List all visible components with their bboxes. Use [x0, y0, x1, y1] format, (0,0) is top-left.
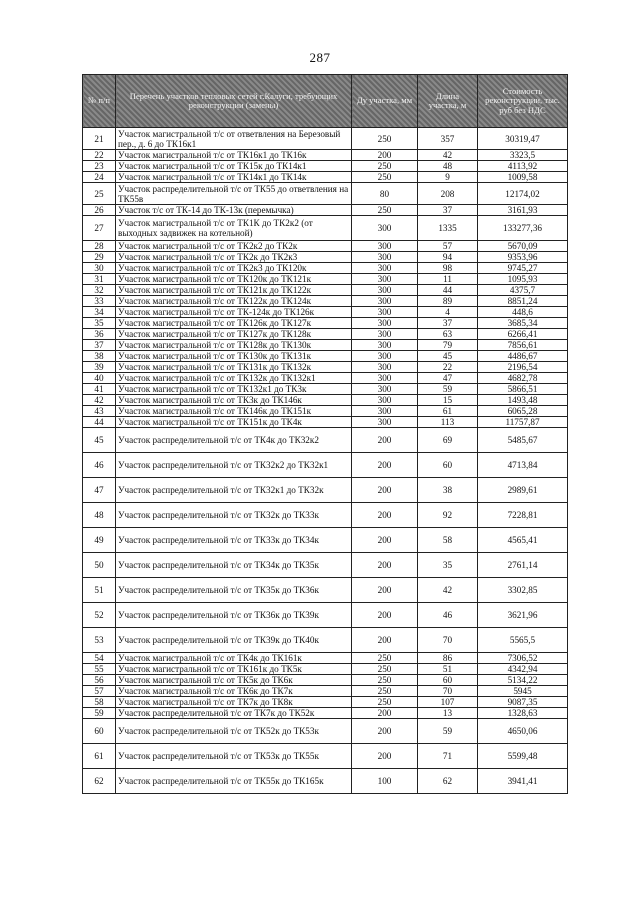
row-number-cell: 23: [83, 161, 116, 172]
row-number-cell: 48: [83, 503, 116, 528]
table-row: [83, 216, 568, 241]
length-cell: 60: [418, 675, 478, 686]
cost-cell: 4486,67: [478, 351, 568, 362]
cost-cell: 7228,81: [478, 503, 568, 528]
diameter-cell: 250: [352, 205, 418, 216]
table-row: [83, 329, 568, 340]
row-number-cell: 54: [83, 653, 116, 664]
diameter-cell: 300: [352, 384, 418, 395]
section-name-cell: Участок т/с от ТК-14 до ТК-13к (перемычка): [116, 205, 352, 216]
table-row: [83, 769, 568, 794]
diameter-cell: 250: [352, 697, 418, 708]
header-length: Длина участка, м: [418, 75, 478, 128]
cost-cell: 2761,14: [478, 553, 568, 578]
diameter-cell: 300: [352, 329, 418, 340]
cost-cell: 1493,48: [478, 395, 568, 406]
length-cell: 1335: [418, 216, 478, 241]
cost-cell: 5866,51: [478, 384, 568, 395]
table-row: [83, 150, 568, 161]
length-cell: 47: [418, 373, 478, 384]
length-cell: 71: [418, 744, 478, 769]
section-name-cell: Участок магистральной т/с от ТК132к1 до ТК3к: [116, 384, 352, 395]
section-name-cell: Участок распределительной т/с от ТК55к до ТК165к: [116, 769, 352, 794]
diameter-cell: 300: [352, 362, 418, 373]
cost-cell: 9745,27: [478, 263, 568, 274]
length-cell: 59: [418, 719, 478, 744]
diameter-cell: 250: [352, 675, 418, 686]
length-cell: 51: [418, 664, 478, 675]
row-number-cell: 21: [83, 128, 116, 150]
table-row: [83, 603, 568, 628]
length-cell: 48: [418, 161, 478, 172]
diameter-cell: 300: [352, 373, 418, 384]
row-number-cell: 41: [83, 384, 116, 395]
length-cell: 98: [418, 263, 478, 274]
diameter-cell: 200: [352, 503, 418, 528]
cost-cell: 9353,96: [478, 252, 568, 263]
row-number-cell: 28: [83, 241, 116, 252]
table-row: [83, 161, 568, 172]
cost-cell: 3323,5: [478, 150, 568, 161]
diameter-cell: 300: [352, 263, 418, 274]
section-name-cell: Участок распределительной т/с от ТК35к до ТК36к: [116, 578, 352, 603]
diameter-cell: 200: [352, 744, 418, 769]
diameter-cell: 300: [352, 406, 418, 417]
table-row: [83, 318, 568, 329]
table-row: [83, 263, 568, 274]
table-row: [83, 417, 568, 428]
length-cell: 62: [418, 769, 478, 794]
section-name-cell: Участок магистральной т/с от ответвления на Березовый пер., д. 6 до ТК16к1: [116, 128, 352, 150]
diameter-cell: 300: [352, 241, 418, 252]
row-number-cell: 35: [83, 318, 116, 329]
table-row: [83, 708, 568, 719]
section-name-cell: Участок магистральной т/с от ТК146к до ТК151к: [116, 406, 352, 417]
table-row: [83, 503, 568, 528]
cost-cell: 6065,28: [478, 406, 568, 417]
cost-cell: 4342,94: [478, 664, 568, 675]
diameter-cell: 200: [352, 150, 418, 161]
table-row: [83, 183, 568, 205]
row-number-cell: 51: [83, 578, 116, 603]
length-cell: 79: [418, 340, 478, 351]
table-body: [83, 128, 568, 794]
length-cell: 45: [418, 351, 478, 362]
row-number-cell: 33: [83, 296, 116, 307]
cost-cell: 6266,41: [478, 329, 568, 340]
section-name-cell: Участок распределительной т/с от ТК34к до ТК35к: [116, 553, 352, 578]
diameter-cell: 200: [352, 578, 418, 603]
section-name-cell: Участок распределительной т/с от ТК53к до ТК55к: [116, 744, 352, 769]
length-cell: 69: [418, 428, 478, 453]
diameter-cell: 200: [352, 708, 418, 719]
length-cell: 11: [418, 274, 478, 285]
row-number-cell: 38: [83, 351, 116, 362]
table-row: [83, 362, 568, 373]
section-name-cell: Участок магистральной т/с от ТК6к до ТК7к: [116, 686, 352, 697]
section-name-cell: Участок магистральной т/с от ТК130к до ТК131к: [116, 351, 352, 362]
section-name-cell: Участок магистральной т/с от ТК4к до ТК161к: [116, 653, 352, 664]
table-row: [83, 296, 568, 307]
section-name-cell: Участок распределительной т/с от ТК36к до ТК39к: [116, 603, 352, 628]
section-name-cell: Участок магистральной т/с от ТК127к до ТК128к: [116, 329, 352, 340]
table-row: [83, 478, 568, 503]
row-number-cell: 53: [83, 628, 116, 653]
length-cell: 70: [418, 628, 478, 653]
table-row: [83, 340, 568, 351]
cost-cell: 4375,7: [478, 285, 568, 296]
cost-cell: 4682,78: [478, 373, 568, 384]
row-number-cell: 36: [83, 329, 116, 340]
row-number-cell: 43: [83, 406, 116, 417]
diameter-cell: 300: [352, 417, 418, 428]
table-row: [83, 719, 568, 744]
section-name-cell: Участок магистральной т/с от ТК14к1 до ТК14к: [116, 172, 352, 183]
row-number-cell: 39: [83, 362, 116, 373]
section-name-cell: Участок магистральной т/с от ТК2к3 до ТК120к: [116, 263, 352, 274]
length-cell: 59: [418, 384, 478, 395]
row-number-cell: 50: [83, 553, 116, 578]
section-name-cell: Участок магистральной т/с от ТК2к2 до ТК2к: [116, 241, 352, 252]
row-number-cell: 57: [83, 686, 116, 697]
length-cell: 13: [418, 708, 478, 719]
row-number-cell: 44: [83, 417, 116, 428]
section-name-cell: Участок распределительной т/с от ТК32к2 до ТК32к1: [116, 453, 352, 478]
table-row: [83, 675, 568, 686]
diameter-cell: 300: [352, 340, 418, 351]
section-name-cell: Участок магистральной т/с от ТК132к до ТК132к1: [116, 373, 352, 384]
length-cell: 4: [418, 307, 478, 318]
section-name-cell: Участок распределительной т/с от ТК7к до ТК52к: [116, 708, 352, 719]
row-number-cell: 52: [83, 603, 116, 628]
length-cell: 42: [418, 150, 478, 161]
row-number-cell: 25: [83, 183, 116, 205]
section-name-cell: Участок магистральной т/с от ТК126к до ТК127к: [116, 318, 352, 329]
section-name-cell: Участок магистральной т/с от ТК3к до ТК146к: [116, 395, 352, 406]
cost-cell: 5670,09: [478, 241, 568, 252]
cost-cell: 11757,87: [478, 417, 568, 428]
table-row: [83, 395, 568, 406]
cost-cell: 8851,24: [478, 296, 568, 307]
length-cell: 92: [418, 503, 478, 528]
cost-cell: 1328,63: [478, 708, 568, 719]
diameter-cell: 200: [352, 628, 418, 653]
row-number-cell: 31: [83, 274, 116, 285]
length-cell: 57: [418, 241, 478, 252]
table-row: [83, 285, 568, 296]
cost-cell: 2989,61: [478, 478, 568, 503]
diameter-cell: 300: [352, 351, 418, 362]
row-number-cell: 55: [83, 664, 116, 675]
row-number-cell: 22: [83, 150, 116, 161]
row-number-cell: 47: [83, 478, 116, 503]
section-name-cell: Участок магистральной т/с от ТК15к до ТК14к1: [116, 161, 352, 172]
diameter-cell: 250: [352, 653, 418, 664]
length-cell: 15: [418, 395, 478, 406]
cost-cell: 30319,47: [478, 128, 568, 150]
diameter-cell: 300: [352, 252, 418, 263]
diameter-cell: 300: [352, 395, 418, 406]
section-name-cell: Участок магистральной т/с от ТК121к до ТК122к: [116, 285, 352, 296]
length-cell: 37: [418, 205, 478, 216]
length-cell: 46: [418, 603, 478, 628]
table-row: [83, 653, 568, 664]
diameter-cell: 200: [352, 478, 418, 503]
row-number-cell: 59: [83, 708, 116, 719]
row-number-cell: 42: [83, 395, 116, 406]
diameter-cell: 200: [352, 553, 418, 578]
section-name-cell: Участок магистральной т/с от ТК5к до ТК6к: [116, 675, 352, 686]
row-number-cell: 46: [83, 453, 116, 478]
cost-cell: 5565,5: [478, 628, 568, 653]
cost-cell: 5599,48: [478, 744, 568, 769]
row-number-cell: 26: [83, 205, 116, 216]
table-row: [83, 744, 568, 769]
cost-cell: 3621,96: [478, 603, 568, 628]
length-cell: 9: [418, 172, 478, 183]
diameter-cell: 250: [352, 161, 418, 172]
table-row: [83, 241, 568, 252]
length-cell: 37: [418, 318, 478, 329]
cost-cell: 5134,22: [478, 675, 568, 686]
table-row: [83, 628, 568, 653]
length-cell: 89: [418, 296, 478, 307]
header-number: № п/п: [83, 75, 116, 128]
length-cell: 94: [418, 252, 478, 263]
table-row: [83, 351, 568, 362]
section-name-cell: Участок магистральной т/с от ТК151к до ТК4к: [116, 417, 352, 428]
length-cell: 70: [418, 686, 478, 697]
row-number-cell: 34: [83, 307, 116, 318]
table-row: [83, 453, 568, 478]
diameter-cell: 100: [352, 769, 418, 794]
cost-cell: 133277,36: [478, 216, 568, 241]
cost-cell: 4565,41: [478, 528, 568, 553]
diameter-cell: 200: [352, 719, 418, 744]
length-cell: 113: [418, 417, 478, 428]
diameter-cell: 250: [352, 172, 418, 183]
diameter-cell: 200: [352, 453, 418, 478]
table-row: [83, 172, 568, 183]
cost-cell: 7306,52: [478, 653, 568, 664]
cost-cell: 1009,58: [478, 172, 568, 183]
cost-cell: 12174,02: [478, 183, 568, 205]
cost-cell: 5485,67: [478, 428, 568, 453]
section-name-cell: Участок магистральной т/с от ТК2к до ТК2к3: [116, 252, 352, 263]
diameter-cell: 200: [352, 603, 418, 628]
row-number-cell: 62: [83, 769, 116, 794]
length-cell: 58: [418, 528, 478, 553]
cost-cell: 3685,34: [478, 318, 568, 329]
table-row: [83, 528, 568, 553]
length-cell: 42: [418, 578, 478, 603]
cost-cell: 4713,84: [478, 453, 568, 478]
section-name-cell: Участок распределительной т/с от ТК39к до ТК40к: [116, 628, 352, 653]
cost-cell: 4113,92: [478, 161, 568, 172]
length-cell: 107: [418, 697, 478, 708]
row-number-cell: 32: [83, 285, 116, 296]
table-row: [83, 307, 568, 318]
length-cell: 357: [418, 128, 478, 150]
table-row: [83, 406, 568, 417]
cost-cell: 5945: [478, 686, 568, 697]
row-number-cell: 40: [83, 373, 116, 384]
section-name-cell: Участок магистральной т/с от ТК-124к до ТК126к: [116, 307, 352, 318]
table-row: [83, 686, 568, 697]
cost-cell: 9087,35: [478, 697, 568, 708]
diameter-cell: 300: [352, 216, 418, 241]
table-row: [83, 578, 568, 603]
diameter-cell: 80: [352, 183, 418, 205]
row-number-cell: 56: [83, 675, 116, 686]
length-cell: 208: [418, 183, 478, 205]
diameter-cell: 300: [352, 285, 418, 296]
length-cell: 22: [418, 362, 478, 373]
page-number: 287: [309, 50, 331, 65]
cost-cell: 3941,41: [478, 769, 568, 794]
row-number-cell: 27: [83, 216, 116, 241]
section-name-cell: Участок магистральной т/с от ТК122к до ТК124к: [116, 296, 352, 307]
section-name-cell: Участок распределительной т/с от ТК33к до ТК34к: [116, 528, 352, 553]
length-cell: 86: [418, 653, 478, 664]
section-name-cell: Участок магистральной т/с от ТК131к до ТК132к: [116, 362, 352, 373]
diameter-cell: 300: [352, 296, 418, 307]
cost-cell: 2196,54: [478, 362, 568, 373]
section-name-cell: Участок распределительной т/с от ТК32к1 до ТК32к: [116, 478, 352, 503]
diameter-cell: 200: [352, 528, 418, 553]
table-row: [83, 205, 568, 216]
cost-cell: 3302,85: [478, 578, 568, 603]
table-row: [83, 128, 568, 150]
section-name-cell: Участок магистральной т/с от ТК1К до ТК2к2 (от выходных задвижек на котельной): [116, 216, 352, 241]
row-number-cell: 60: [83, 719, 116, 744]
cost-cell: 1095,93: [478, 274, 568, 285]
diameter-cell: 300: [352, 318, 418, 329]
length-cell: 60: [418, 453, 478, 478]
table-row: [83, 697, 568, 708]
table-row: [83, 252, 568, 263]
table-row: [83, 384, 568, 395]
row-number-cell: 45: [83, 428, 116, 453]
length-cell: 61: [418, 406, 478, 417]
section-name-cell: Участок магистральной т/с от ТК161к до ТК5к: [116, 664, 352, 675]
length-cell: 38: [418, 478, 478, 503]
row-number-cell: 29: [83, 252, 116, 263]
diameter-cell: 300: [352, 274, 418, 285]
table-row: [83, 428, 568, 453]
section-name-cell: Участок магистральной т/с от ТК16к1 до ТК16к: [116, 150, 352, 161]
table-row: [83, 664, 568, 675]
row-number-cell: 30: [83, 263, 116, 274]
diameter-cell: 250: [352, 128, 418, 150]
diameter-cell: 300: [352, 307, 418, 318]
diameter-cell: 250: [352, 686, 418, 697]
table-row: [83, 553, 568, 578]
cost-cell: 7856,61: [478, 340, 568, 351]
section-name-cell: Участок магистральной т/с от ТК128к до ТК130к: [116, 340, 352, 351]
cost-cell: 3161,93: [478, 205, 568, 216]
table-header-row: [83, 75, 568, 128]
header-diameter: Ду участка, мм: [352, 75, 418, 128]
section-name-cell: Участок распределительной т/с от ТК52к до ТК53к: [116, 719, 352, 744]
reconstruction-table: [82, 74, 568, 794]
section-name-cell: Участок распределительной т/с от ТК4к до ТК32к2: [116, 428, 352, 453]
section-name-cell: Участок распределительной т/с от ТК55 до ответвления на ТК55в: [116, 183, 352, 205]
header-section-name: Перечень участков тепловых сетей г.Калуги, требующих реконструкции (замены): [116, 75, 352, 128]
row-number-cell: 24: [83, 172, 116, 183]
row-number-cell: 49: [83, 528, 116, 553]
length-cell: 35: [418, 553, 478, 578]
header-cost: Стоимость реконструкции, тыс. руб без НДС: [478, 75, 568, 128]
section-name-cell: Участок распределительной т/с от ТК32к до ТК33к: [116, 503, 352, 528]
table-row: [83, 373, 568, 384]
cost-cell: 4650,06: [478, 719, 568, 744]
section-name-cell: Участок магистральной т/с от ТК120к до ТК121к: [116, 274, 352, 285]
row-number-cell: 58: [83, 697, 116, 708]
diameter-cell: 250: [352, 664, 418, 675]
row-number-cell: 61: [83, 744, 116, 769]
diameter-cell: 200: [352, 428, 418, 453]
row-number-cell: 37: [83, 340, 116, 351]
length-cell: 63: [418, 329, 478, 340]
cost-cell: 448,6: [478, 307, 568, 318]
section-name-cell: Участок магистральной т/с от ТК7к до ТК8к: [116, 697, 352, 708]
table-row: [83, 274, 568, 285]
length-cell: 44: [418, 285, 478, 296]
